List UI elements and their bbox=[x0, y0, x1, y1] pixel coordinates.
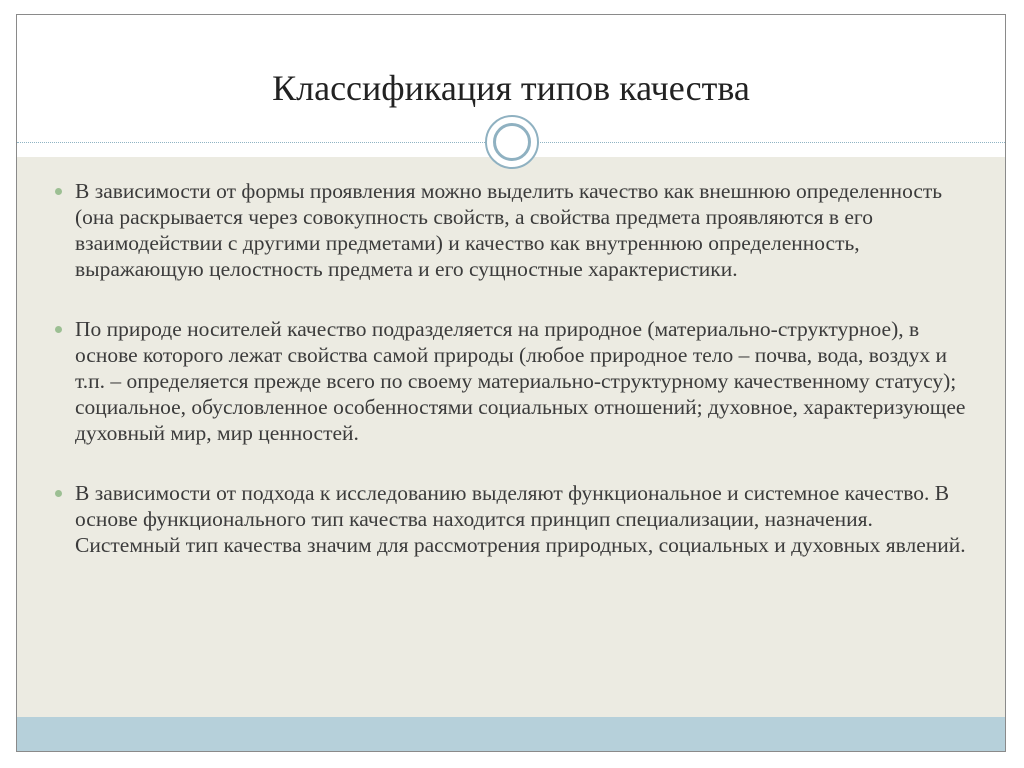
slide-header bbox=[17, 15, 1005, 157]
bullet-item bbox=[55, 316, 975, 446]
bullet-item bbox=[55, 480, 975, 558]
bullet-dot-icon bbox=[55, 188, 62, 195]
slide-frame bbox=[16, 14, 1006, 752]
slide-title: Классификация типов качества bbox=[272, 68, 750, 108]
bullet-dot-icon bbox=[55, 490, 62, 497]
footer-band bbox=[17, 717, 1005, 751]
bullet-item bbox=[55, 178, 975, 282]
bullet-dot-icon bbox=[55, 326, 62, 333]
slide-body bbox=[55, 178, 975, 592]
bullet-text: По природе носителей качество подразделяется на природное (материально-структурное), в основе которого лежат свойства самой природы (любое природное тело – почва, вода, воздух и т.п. – определяется прежде всего по своему материально-структурному качественному статусу); социальное, обусловленное особенностями социальных отношений; духовное, характеризующее духовный мир, мир ценностей. bbox=[75, 317, 966, 445]
circle-ornament-icon bbox=[485, 115, 539, 169]
bullet-text: В зависимости от формы проявления можно выделить качество как внешнюю определенность (она раскрывается через совокупность свойств, а свойства предмета проявляются в его взаимодействии с другими предметами) и качество как внутреннюю определенность, выражающую целостность предмета и его сущностные характеристики. bbox=[75, 179, 943, 281]
bullet-text: В зависимости от подхода к исследованию выделяют функциональное и системное качество. В основе функционального тип качества находится принцип специализации, назначения. Системный тип качества значим для рассмотрения природных, социальных и духовных явлений. bbox=[75, 481, 966, 557]
